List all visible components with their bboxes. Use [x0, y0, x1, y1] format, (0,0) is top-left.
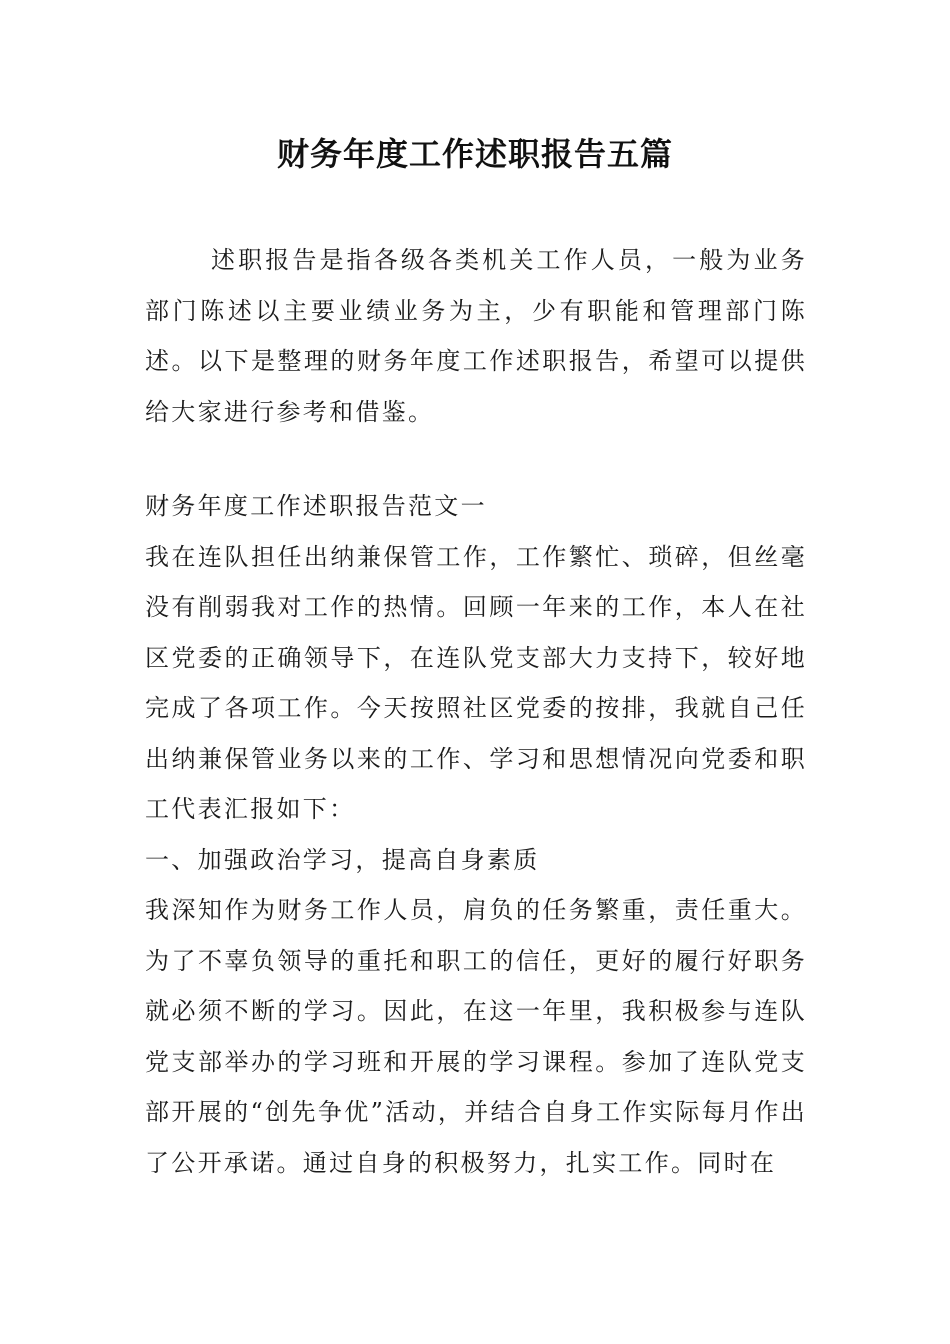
section-heading: 财务年度工作述职报告范文一 — [145, 492, 487, 520]
body-paragraph-1: 我在连队担任出纳兼保管工作，工作繁忙、琐碎，但丝毫没有削弱我对工作的热情。回顾一年来的工作，本人在社区党委的正确领导下，在连队党支部大力支持下，较好地完成了各项工作。今天按照社区党委的按排，我就自己任出纳兼保管业务以来的工作、学习和思想情况向党委和职工代表汇报如下： — [145, 542, 807, 823]
subheading-1: 一、加强政治学习，提高自身素质 — [145, 845, 540, 874]
document-title: 财务年度工作述职报告五篇 — [276, 135, 673, 173]
section-one — [145, 481, 807, 1188]
body-paragraph-2: 我深知作为财务工作人员，肩负的任务繁重，责任重大。为了不辜负领导的重托和职工的信任，更好的履行好职务就必须不断的学习。因此，在这一年里，我积极参与连队党支部举办的学习班和开展的学习课程。参加了连队党支部开展的“创先争优”活动，并结合自身工作实际每月作出了公开承诺。通过自身的积极努力，扎实工作。同时在 — [145, 896, 807, 1177]
intro-paragraph: 述职报告是指各级各类机关工作人员，一般为业务部门陈述以主要业绩业务为主，少有职能和管理部门陈述。以下是整理的财务年度工作述职报告，希望可以提供给大家进行参考和借鉴。 — [145, 246, 807, 426]
